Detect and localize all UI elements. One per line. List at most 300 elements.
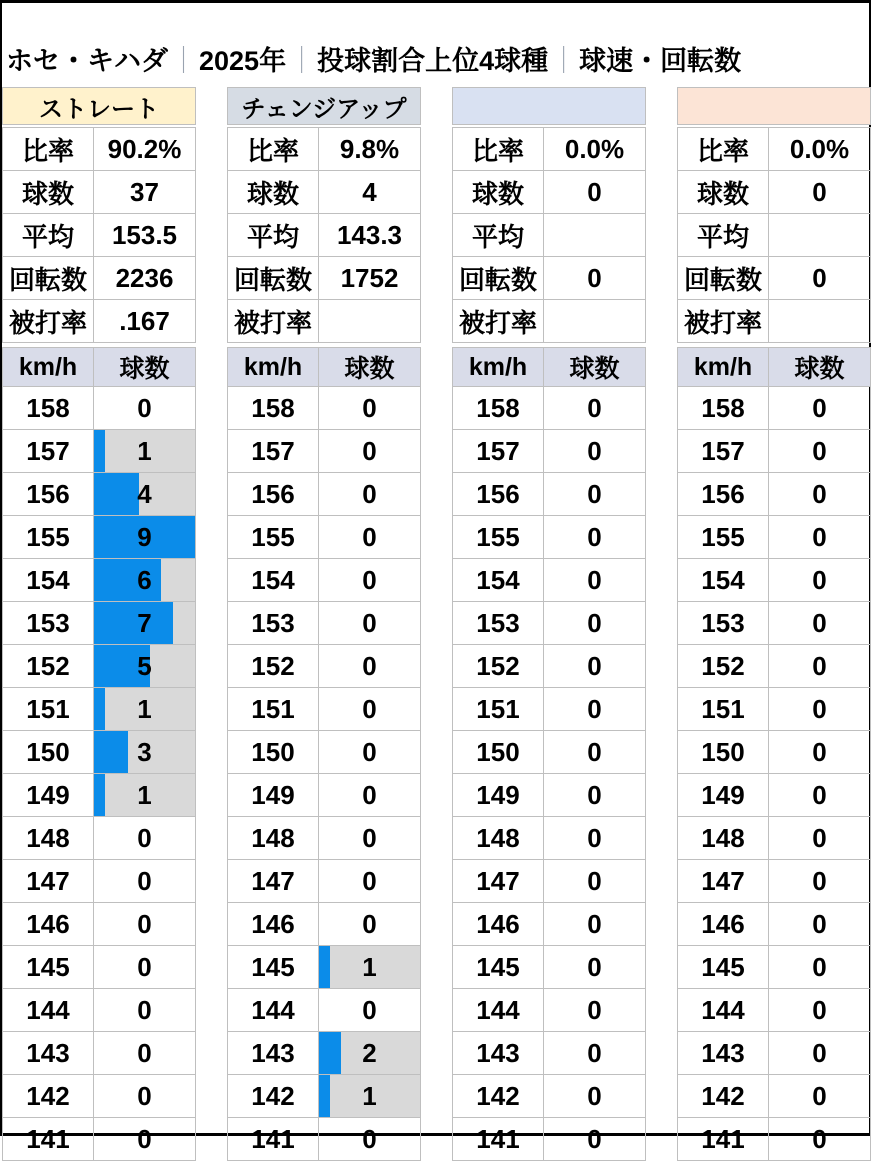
count-bar: [94, 430, 105, 472]
count-cell: [94, 774, 195, 816]
stat-value: [769, 214, 870, 256]
velocity-row: [3, 773, 195, 816]
count-cell: [319, 387, 420, 429]
count-cell: [544, 774, 645, 816]
velocity-table: [677, 347, 871, 1161]
count-cell: [544, 1118, 645, 1160]
velocity-row: [228, 1117, 420, 1160]
pitch-name-header: チェンジアップ: [227, 87, 421, 125]
count-cell: [319, 645, 420, 687]
count-cell: [544, 817, 645, 859]
stat-value: 153.5: [111, 219, 178, 250]
count-bar: [94, 688, 105, 730]
count-value: 0: [587, 521, 602, 552]
count-bar: [94, 731, 128, 773]
velocity-row: [453, 515, 645, 558]
velocity-value: 142: [228, 1075, 319, 1117]
velocity-value: 150: [228, 731, 319, 773]
count-cell: [769, 516, 870, 558]
velocity-value: 156: [453, 473, 544, 515]
velocity-row: [3, 687, 195, 730]
velocity-value: 147: [3, 860, 94, 902]
stat-label: 被打率: [678, 300, 769, 342]
velocity-row: [678, 1117, 870, 1160]
count-value: 0: [362, 521, 377, 552]
stat-value: 90.2%: [107, 133, 182, 164]
count-cell: [94, 860, 195, 902]
count-value: 0: [362, 607, 377, 638]
count-value: 5: [137, 650, 152, 681]
velocity-row: [228, 988, 420, 1031]
count-value: 9: [137, 521, 152, 552]
count-cell: [319, 774, 420, 816]
stat-label: 球数: [453, 171, 544, 213]
velocity-row: [678, 601, 870, 644]
count-cell: [94, 946, 195, 988]
velocity-row: [3, 386, 195, 429]
count-value: 0: [587, 736, 602, 767]
velocity-value: 154: [3, 559, 94, 601]
velocity-value: 147: [228, 860, 319, 902]
count-value: 0: [362, 779, 377, 810]
count-cell: [769, 688, 870, 730]
velocity-table: [452, 347, 646, 1161]
stat-value: 0: [812, 176, 827, 207]
stat-label: 球数: [3, 171, 94, 213]
count-cell: [769, 946, 870, 988]
stat-row: [453, 170, 645, 213]
count-bar: [94, 602, 173, 644]
count-column-header: 球数: [569, 355, 620, 383]
count-cell: [94, 903, 195, 945]
count-value: 0: [362, 865, 377, 896]
count-cell: [319, 946, 420, 988]
stat-label: 比率: [453, 128, 544, 170]
count-cell: [94, 387, 195, 429]
velocity-value: 150: [3, 731, 94, 773]
count-bar: [94, 774, 105, 816]
velocity-row: [3, 644, 195, 687]
velocity-row: [228, 386, 420, 429]
kmh-column-header: km/h: [3, 348, 94, 386]
count-cell: [769, 559, 870, 601]
velocity-value: 151: [453, 688, 544, 730]
count-cell: [769, 602, 870, 644]
count-value: 0: [587, 392, 602, 423]
count-cell: [769, 645, 870, 687]
velocity-value: 158: [228, 387, 319, 429]
count-value: 0: [137, 1037, 152, 1068]
count-value: 0: [812, 392, 827, 423]
stat-row: [453, 256, 645, 299]
count-value: 4: [137, 478, 152, 509]
count-value: 0: [362, 478, 377, 509]
velocity-row: [678, 515, 870, 558]
count-value: 0: [362, 822, 377, 853]
count-bar: [319, 946, 330, 988]
count-bar: [319, 1075, 330, 1117]
velocity-row: [3, 558, 195, 601]
count-cell: [769, 903, 870, 945]
count-cell: [544, 473, 645, 515]
velocity-value: 144: [3, 989, 94, 1031]
velocity-row: [228, 644, 420, 687]
count-column-header: 球数: [794, 355, 845, 383]
count-value: 0: [587, 1080, 602, 1111]
velocity-row: [678, 558, 870, 601]
count-value: 0: [137, 392, 152, 423]
velocity-table-header: [228, 348, 420, 386]
count-cell: [544, 645, 645, 687]
velocity-row: [228, 429, 420, 472]
velocity-value: 152: [453, 645, 544, 687]
velocity-value: 153: [453, 602, 544, 644]
title-segment: 2025年: [199, 46, 287, 76]
count-cell: [94, 989, 195, 1031]
count-value: 1: [362, 951, 377, 982]
velocity-value: 156: [228, 473, 319, 515]
velocity-value: 150: [453, 731, 544, 773]
stat-value: 4: [362, 176, 377, 207]
velocity-row: [3, 1031, 195, 1074]
velocity-value: 146: [3, 903, 94, 945]
count-cell: [544, 860, 645, 902]
velocity-value: 151: [228, 688, 319, 730]
count-cell: [319, 731, 420, 773]
kmh-column-header: km/h: [453, 348, 544, 386]
stat-label: 平均: [228, 214, 319, 256]
stat-value: 2236: [115, 262, 174, 293]
pitch-name-header: [452, 87, 646, 125]
velocity-value: 157: [3, 430, 94, 472]
count-value: 0: [587, 435, 602, 466]
velocity-value: 153: [678, 602, 769, 644]
stat-value: [544, 214, 645, 256]
velocity-value: 143: [228, 1032, 319, 1074]
count-cell: [94, 602, 195, 644]
velocity-value: 148: [228, 817, 319, 859]
velocity-value: 157: [678, 430, 769, 472]
stat-label: 比率: [228, 128, 319, 170]
count-value: 0: [362, 392, 377, 423]
pitch-column: [452, 87, 646, 1161]
velocity-value: 151: [3, 688, 94, 730]
count-value: 0: [812, 1080, 827, 1111]
stat-value: 0: [587, 176, 602, 207]
pitch-stats-table: [2, 127, 196, 343]
count-column-header: 球数: [344, 355, 395, 383]
velocity-row: [678, 644, 870, 687]
count-value: 0: [812, 736, 827, 767]
count-cell: [544, 1075, 645, 1117]
count-value: 0: [587, 865, 602, 896]
velocity-row: [3, 988, 195, 1031]
velocity-row: [678, 1074, 870, 1117]
stat-label: 被打率: [453, 300, 544, 342]
title-separator: ｜: [550, 46, 578, 76]
velocity-value: 158: [453, 387, 544, 429]
count-cell: [94, 645, 195, 687]
count-value: 0: [587, 693, 602, 724]
count-cell: [544, 688, 645, 730]
stat-value: [319, 300, 420, 342]
count-cell: [769, 473, 870, 515]
velocity-value: 143: [678, 1032, 769, 1074]
stat-row: [678, 128, 870, 170]
count-value: 0: [137, 1080, 152, 1111]
velocity-row: [228, 558, 420, 601]
count-value: 1: [137, 779, 152, 810]
velocity-value: 147: [678, 860, 769, 902]
count-cell: [769, 860, 870, 902]
count-value: 0: [137, 822, 152, 853]
count-cell: [94, 1075, 195, 1117]
count-value: 0: [587, 951, 602, 982]
count-value: 0: [362, 908, 377, 939]
count-value: 0: [362, 1123, 377, 1154]
velocity-row: [228, 773, 420, 816]
velocity-row: [3, 429, 195, 472]
stat-label: 被打率: [228, 300, 319, 342]
velocity-row: [678, 945, 870, 988]
velocity-row: [3, 601, 195, 644]
velocity-value: 153: [3, 602, 94, 644]
count-value: 6: [137, 564, 152, 595]
velocity-value: 147: [453, 860, 544, 902]
pitch-name-header: [677, 87, 871, 125]
page-title: [2, 3, 869, 85]
velocity-value: 155: [3, 516, 94, 558]
count-value: 0: [812, 564, 827, 595]
count-value: 0: [812, 607, 827, 638]
count-value: 1: [362, 1080, 377, 1111]
velocity-value: 148: [3, 817, 94, 859]
count-value: 0: [587, 564, 602, 595]
stat-label: 比率: [678, 128, 769, 170]
count-value: 0: [587, 1123, 602, 1154]
velocity-value: 141: [228, 1118, 319, 1160]
count-cell: [94, 430, 195, 472]
stat-label: 被打率: [3, 300, 94, 342]
count-value: 0: [362, 693, 377, 724]
stat-row: [228, 256, 420, 299]
velocity-row: [678, 429, 870, 472]
velocity-row: [228, 859, 420, 902]
stat-label: 回転数: [3, 257, 94, 299]
velocity-row: [453, 644, 645, 687]
count-cell: [94, 1032, 195, 1074]
stat-label: 球数: [228, 171, 319, 213]
stat-label: 回転数: [453, 257, 544, 299]
stat-value: 37: [130, 176, 159, 207]
velocity-value: 158: [678, 387, 769, 429]
stat-label: 平均: [3, 214, 94, 256]
count-cell: [769, 817, 870, 859]
stat-value: [769, 300, 870, 342]
velocity-value: 149: [3, 774, 94, 816]
count-value: 0: [137, 951, 152, 982]
title-separator: ｜: [288, 46, 316, 76]
velocity-row: [453, 816, 645, 859]
title-separator: ｜: [170, 46, 197, 76]
count-value: 0: [812, 908, 827, 939]
velocity-row: [228, 902, 420, 945]
velocity-value: 141: [678, 1118, 769, 1160]
count-value: 7: [137, 607, 152, 638]
count-value: 0: [812, 994, 827, 1025]
velocity-row: [3, 945, 195, 988]
velocity-row: [678, 687, 870, 730]
velocity-value: 145: [678, 946, 769, 988]
velocity-row: [678, 988, 870, 1031]
count-cell: [544, 559, 645, 601]
stat-label: 回転数: [678, 257, 769, 299]
velocity-row: [3, 859, 195, 902]
velocity-value: 152: [3, 645, 94, 687]
velocity-row: [678, 472, 870, 515]
stat-row: [228, 170, 420, 213]
velocity-row: [3, 902, 195, 945]
count-value: 1: [137, 435, 152, 466]
stat-row: [3, 170, 195, 213]
velocity-value: 149: [678, 774, 769, 816]
count-value: 0: [812, 1123, 827, 1154]
count-value: 0: [812, 865, 827, 896]
velocity-row: [3, 730, 195, 773]
count-cell: [769, 989, 870, 1031]
velocity-value: 144: [228, 989, 319, 1031]
count-value: 2: [362, 1037, 377, 1068]
stat-row: [3, 256, 195, 299]
count-cell: [544, 989, 645, 1031]
velocity-row: [3, 1074, 195, 1117]
velocity-value: 149: [228, 774, 319, 816]
count-cell: [319, 1032, 420, 1074]
velocity-value: 146: [228, 903, 319, 945]
count-value: 0: [587, 607, 602, 638]
velocity-row: [3, 515, 195, 558]
velocity-row: [453, 945, 645, 988]
stat-row: [678, 256, 870, 299]
count-cell: [769, 731, 870, 773]
velocity-value: 154: [678, 559, 769, 601]
velocity-row: [453, 1031, 645, 1074]
velocity-value: 149: [453, 774, 544, 816]
stat-value: .167: [119, 305, 170, 336]
velocity-table-header: [453, 348, 645, 386]
count-value: 0: [812, 478, 827, 509]
count-column-header: 球数: [119, 355, 170, 383]
pitch-stats-table: [227, 127, 421, 343]
velocity-value: 158: [3, 387, 94, 429]
count-cell: [94, 1118, 195, 1160]
velocity-value: 155: [453, 516, 544, 558]
count-value: 0: [812, 521, 827, 552]
velocity-row: [228, 945, 420, 988]
velocity-value: 154: [453, 559, 544, 601]
velocity-value: 145: [453, 946, 544, 988]
velocity-value: 151: [678, 688, 769, 730]
velocity-row: [228, 1074, 420, 1117]
velocity-value: 142: [678, 1075, 769, 1117]
velocity-value: 152: [678, 645, 769, 687]
velocity-row: [3, 816, 195, 859]
count-cell: [94, 559, 195, 601]
velocity-value: 150: [678, 731, 769, 773]
count-value: 0: [812, 951, 827, 982]
velocity-row: [453, 859, 645, 902]
velocity-value: 156: [678, 473, 769, 515]
stat-label: 回転数: [228, 257, 319, 299]
count-cell: [319, 903, 420, 945]
pitch-column: [677, 87, 871, 1161]
count-cell: [94, 516, 195, 558]
velocity-table: [2, 347, 196, 1161]
velocity-value: 157: [453, 430, 544, 472]
velocity-row: [228, 515, 420, 558]
stat-label: 平均: [678, 214, 769, 256]
stat-row: [678, 170, 870, 213]
count-cell: [544, 1032, 645, 1074]
count-value: 0: [137, 865, 152, 896]
stat-row: [453, 128, 645, 170]
velocity-value: 145: [3, 946, 94, 988]
velocity-row: [3, 472, 195, 515]
count-cell: [319, 1118, 420, 1160]
velocity-value: 145: [228, 946, 319, 988]
stat-value: [544, 300, 645, 342]
pitch-columns: [2, 85, 869, 1161]
velocity-row: [453, 386, 645, 429]
count-value: 0: [812, 1037, 827, 1068]
count-cell: [544, 516, 645, 558]
stat-row: [3, 299, 195, 342]
stat-value: 1752: [340, 262, 399, 293]
count-value: 0: [812, 435, 827, 466]
stat-row: [228, 299, 420, 342]
stat-row: [453, 213, 645, 256]
velocity-table-header: [678, 348, 870, 386]
count-cell: [319, 1075, 420, 1117]
count-value: 0: [362, 736, 377, 767]
velocity-row: [453, 902, 645, 945]
velocity-value: 152: [228, 645, 319, 687]
velocity-value: 144: [453, 989, 544, 1031]
stat-value: 0.0%: [564, 133, 625, 164]
velocity-row: [678, 773, 870, 816]
count-cell: [94, 817, 195, 859]
velocity-row: [453, 773, 645, 816]
velocity-value: 146: [678, 903, 769, 945]
stat-row: [228, 128, 420, 170]
count-value: 0: [812, 779, 827, 810]
count-cell: [769, 430, 870, 472]
velocity-value: 153: [228, 602, 319, 644]
count-value: 0: [587, 650, 602, 681]
velocity-value: 142: [453, 1075, 544, 1117]
velocity-value: 141: [453, 1118, 544, 1160]
stat-value: 0.0%: [789, 133, 850, 164]
count-value: 0: [812, 650, 827, 681]
pitch-column: [227, 87, 421, 1161]
count-value: 0: [362, 994, 377, 1025]
count-value: 3: [137, 736, 152, 767]
velocity-row: [453, 1117, 645, 1160]
count-value: 0: [362, 650, 377, 681]
velocity-row: [678, 730, 870, 773]
count-cell: [94, 688, 195, 730]
count-cell: [319, 430, 420, 472]
